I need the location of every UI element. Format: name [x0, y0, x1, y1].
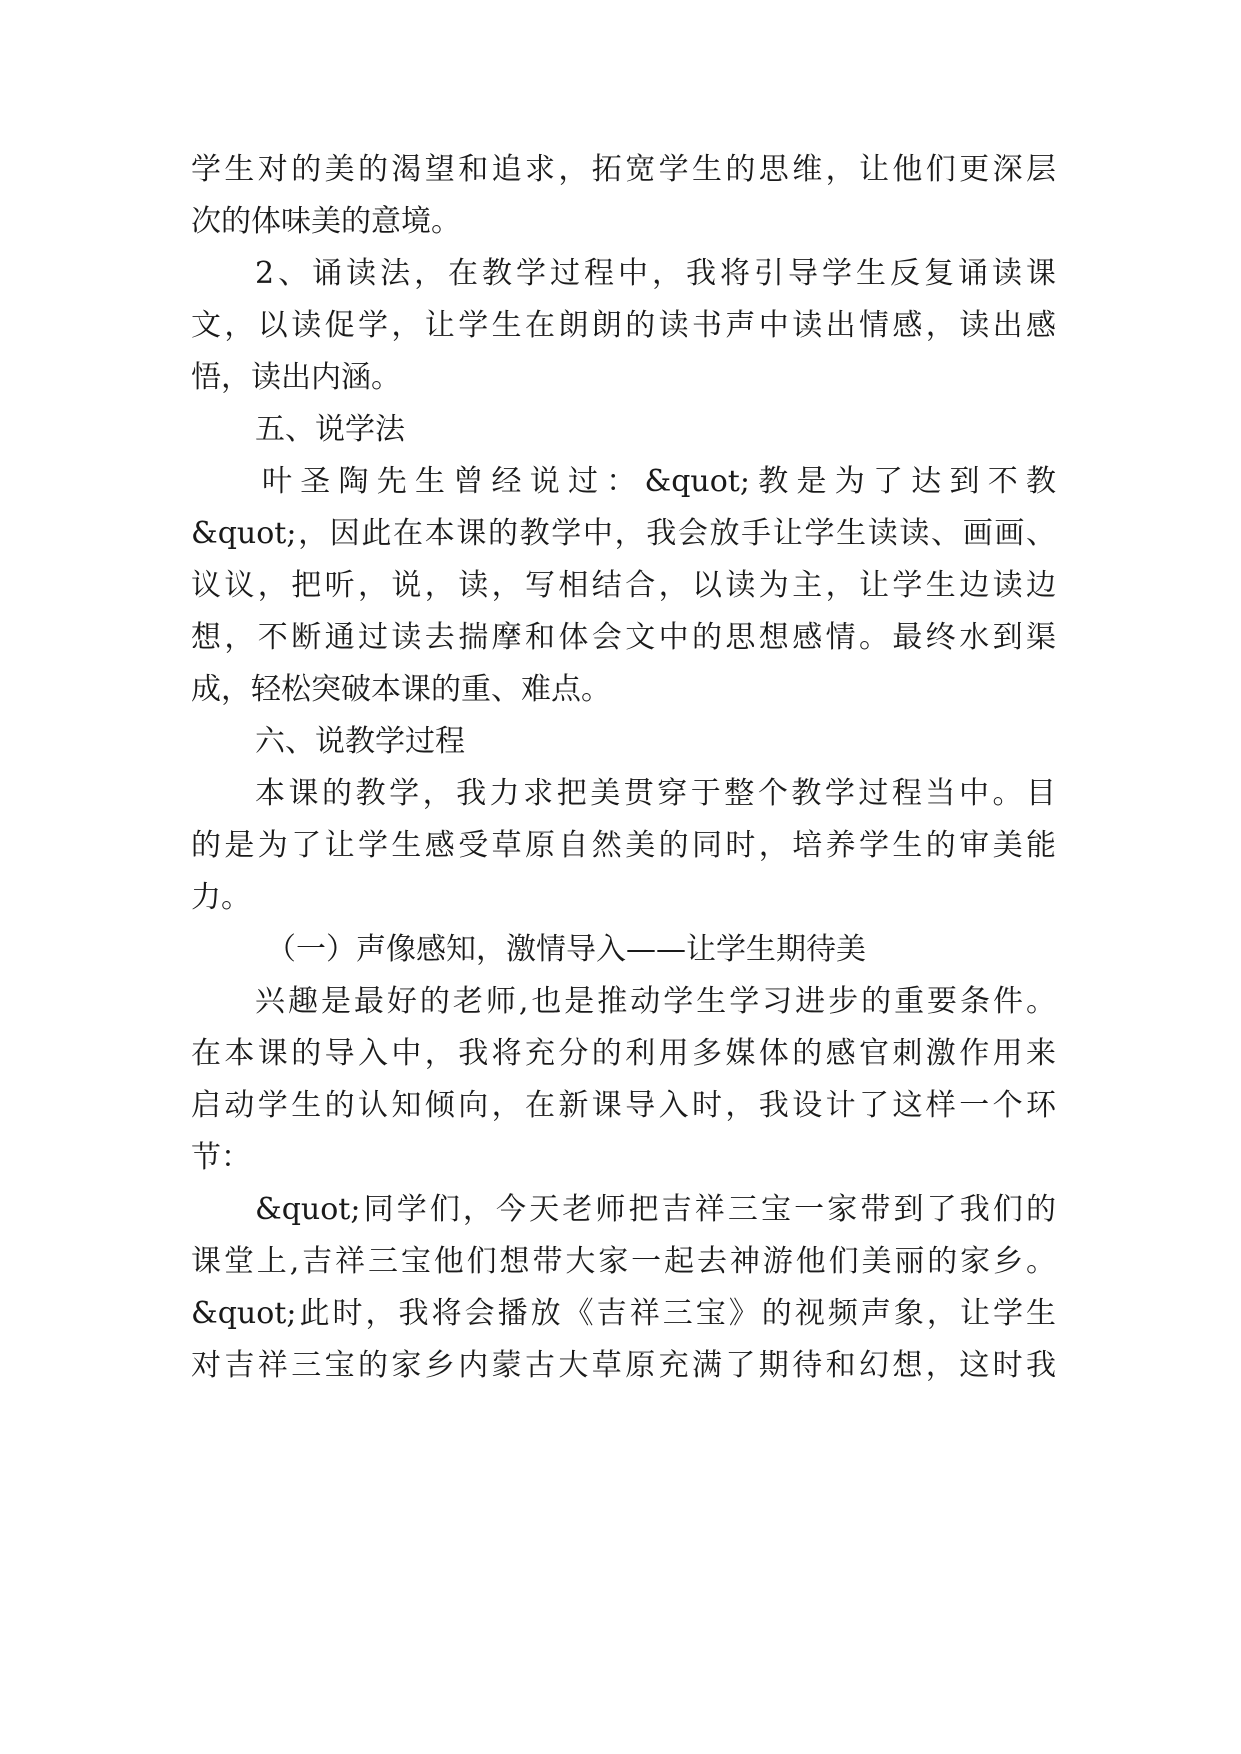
- text-line: 本课的教学，我力求把美贯穿于整个教学过程当中。目: [255, 776, 1056, 811]
- text-line: &quot;此时，我将会播放《吉祥三宝》的视频声象，让学生: [191, 1296, 1056, 1331]
- text-line: 启动学生的认知倾向，在新课导入时，我设计了这样一个环: [191, 1088, 1056, 1123]
- text-line: &quot;，因此在本课的教学中，我会放手让学生读读、画画、: [191, 516, 1056, 551]
- text-line: 学生对的美的渴望和追求，拓宽学生的思维，让他们更深层: [191, 152, 1056, 187]
- text-line: 节：: [191, 1140, 251, 1175]
- text-line: 2、诵读法，在教学过程中，我将引导学生反复诵读课: [255, 256, 1056, 291]
- text-line: 叶圣陶先生曾经说过：&quot;教是为了达到不教: [262, 464, 1056, 499]
- text-line: 想，不断通过读去揣摩和体会文中的思想感情。最终水到渠: [191, 620, 1056, 655]
- section-heading: 六、说教学过程: [255, 724, 465, 759]
- text-line: 成，轻松突破本课的重、难点。: [191, 672, 611, 707]
- text-line: 力。: [191, 880, 251, 915]
- text-line: 议议，把听，说，读，写相结合，以读为主，让学生边读边: [191, 568, 1056, 603]
- text-line: 的是为了让学生感受草原自然美的同时，培养学生的审美能: [191, 828, 1056, 863]
- text-line: 兴趣是最好的老师,也是推动学生学习进步的重要条件。: [255, 984, 1056, 1019]
- subsection-heading: （一）声像感知，激情导入——让学生期待美: [266, 932, 866, 967]
- text-line: 文，以读促学，让学生在朗朗的读书声中读出情感，读出感: [191, 308, 1056, 343]
- text-line: 悟，读出内涵。: [191, 360, 401, 395]
- text-line: 在本课的导入中，我将充分的利用多媒体的感官刺激作用来: [191, 1036, 1056, 1071]
- text-line: 对吉祥三宝的家乡内蒙古大草原充满了期待和幻想，这时我: [191, 1348, 1056, 1383]
- text-line: 次的体味美的意境。: [191, 204, 461, 239]
- section-heading: 五、说学法: [255, 412, 405, 447]
- text-line: 课堂上,吉祥三宝他们想带大家一起去神游他们美丽的家乡。: [191, 1244, 1056, 1279]
- text-line: &quot;同学们，今天老师把吉祥三宝一家带到了我们的: [255, 1192, 1056, 1227]
